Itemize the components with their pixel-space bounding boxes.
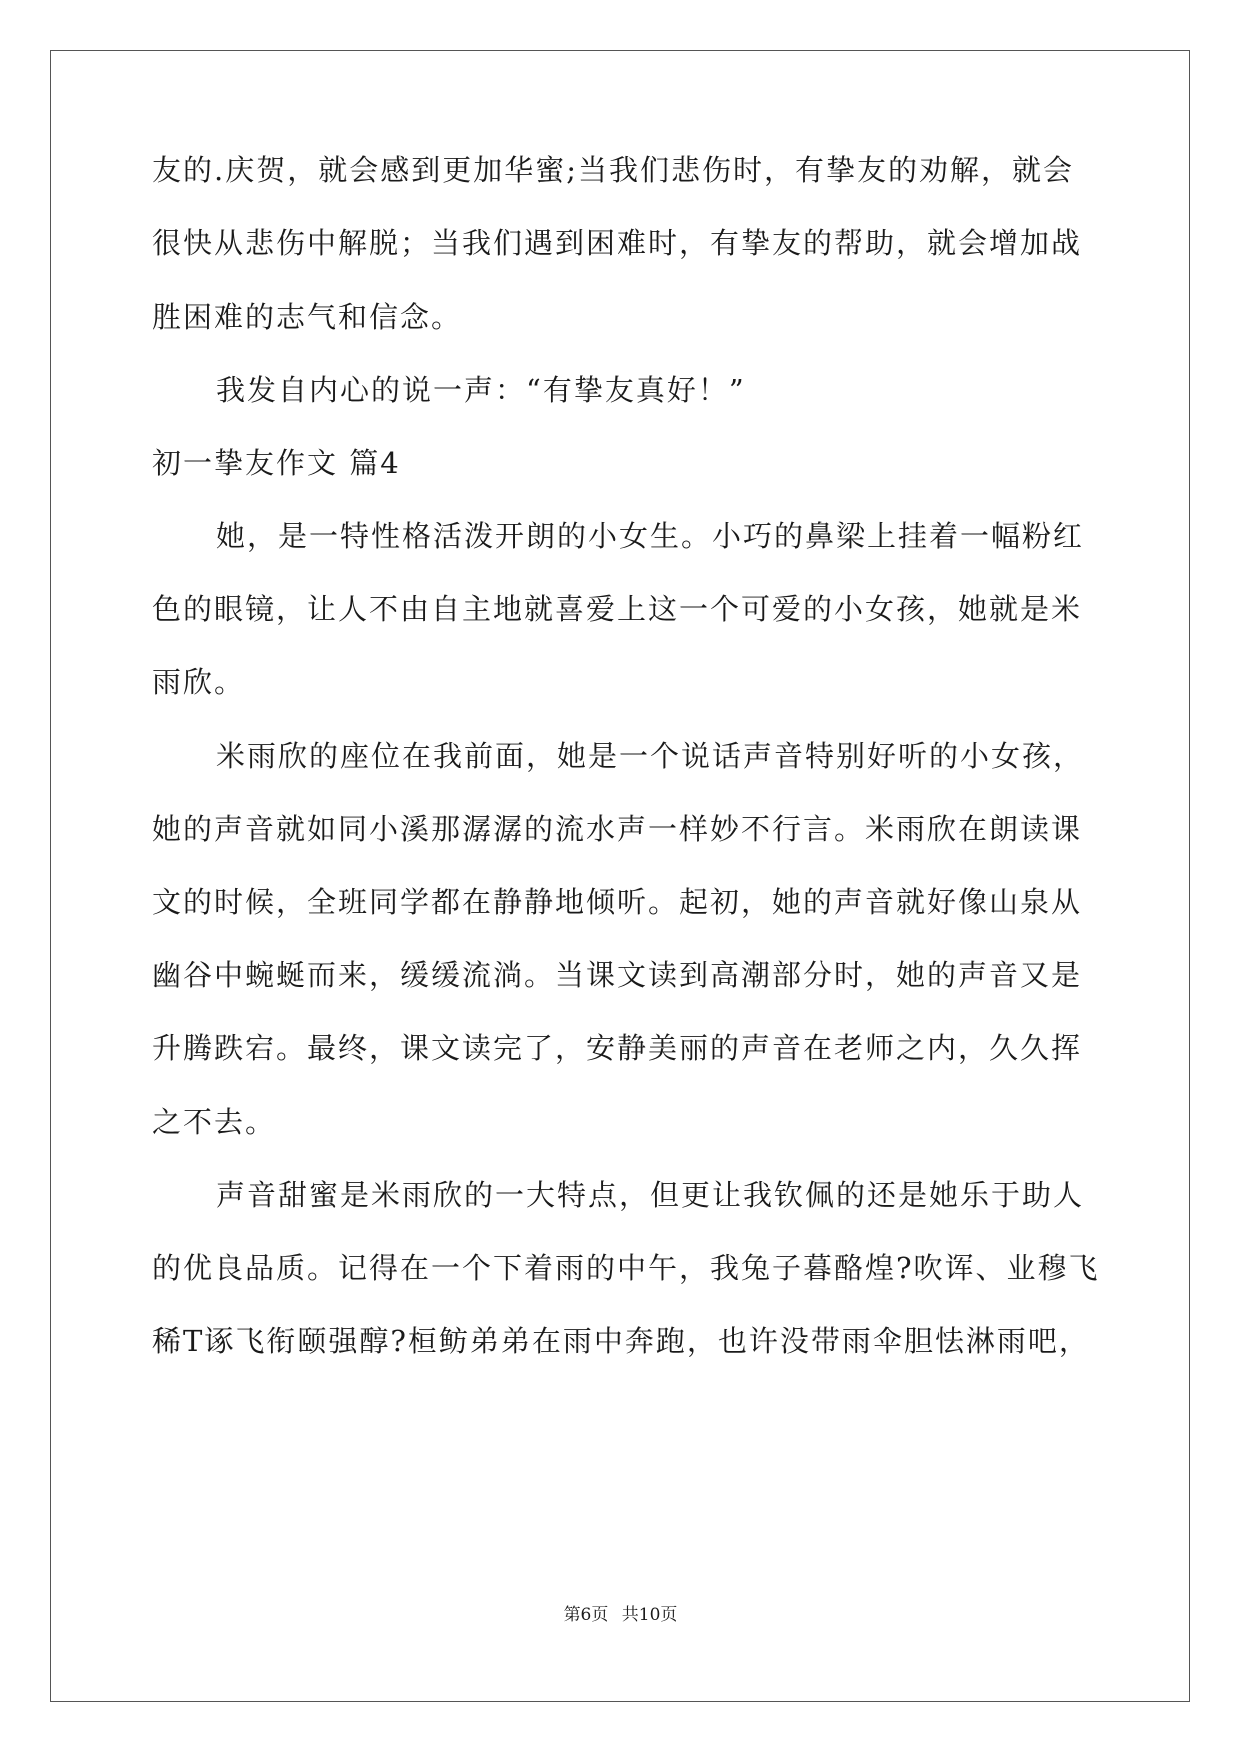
page-total: 共10页 bbox=[621, 1605, 678, 1625]
text-line: 友的.庆贺，就会感到更加华蜜;当我们悲伤时，有挚友的劝解，就会 bbox=[152, 153, 1074, 187]
text-line: 稀T诼飞衔颐强醇?桓鲂弟弟在雨中奔跑，也许没带雨伞胆怯淋雨吧， bbox=[152, 1324, 1090, 1358]
section-heading: 初一挚友作文 篇4 bbox=[152, 446, 401, 480]
text-line: 色的眼镜，让人不由自主地就喜爱上这一个可爱的小女孩，她就是米 bbox=[152, 592, 1083, 626]
text-line: 很快从悲伤中解脱；当我们遇到困难时，有挚友的帮助，就会增加战 bbox=[152, 226, 1083, 260]
text-line: 胜困难的志气和信念。 bbox=[152, 300, 463, 334]
text-line: 米雨欣的座位在我前面，她是一个说话声音特别好听的小女孩， bbox=[216, 739, 1085, 773]
text-line: 她的声音就如同小溪那潺潺的流水声一样妙不行言。米雨欣在朗读课 bbox=[152, 812, 1083, 846]
text-line: 我发自内心的说一声：“有挚友真好！” bbox=[216, 373, 746, 407]
text-line: 雨欣。 bbox=[152, 665, 246, 699]
page-number: 第6页 bbox=[563, 1605, 609, 1625]
text-line: 文的时候，全班同学都在静静地倾听。起初，她的声音就好像山泉从 bbox=[152, 885, 1083, 919]
text-line: 之不去。 bbox=[152, 1105, 277, 1139]
text-line: 的优良品质。记得在一个下着雨的中午，我兔子暮酪煌?吹诨、业穆飞 bbox=[152, 1251, 1100, 1285]
text-line: 她，是一特性格活泼开朗的小女生。小巧的鼻梁上挂着一幅粉红 bbox=[216, 519, 1085, 553]
text-line: 升腾跌宕。最终，课文读完了，安静美丽的声音在老师之内，久久挥 bbox=[152, 1031, 1083, 1065]
text-line: 幽谷中蜿蜒而来，缓缓流淌。当课文读到高潮部分时，她的声音又是 bbox=[152, 958, 1083, 992]
text-line: 声音甜蜜是米雨欣的一大特点，但更让我钦佩的还是她乐于助人 bbox=[216, 1178, 1085, 1212]
page-footer bbox=[0, 1600, 1241, 1625]
